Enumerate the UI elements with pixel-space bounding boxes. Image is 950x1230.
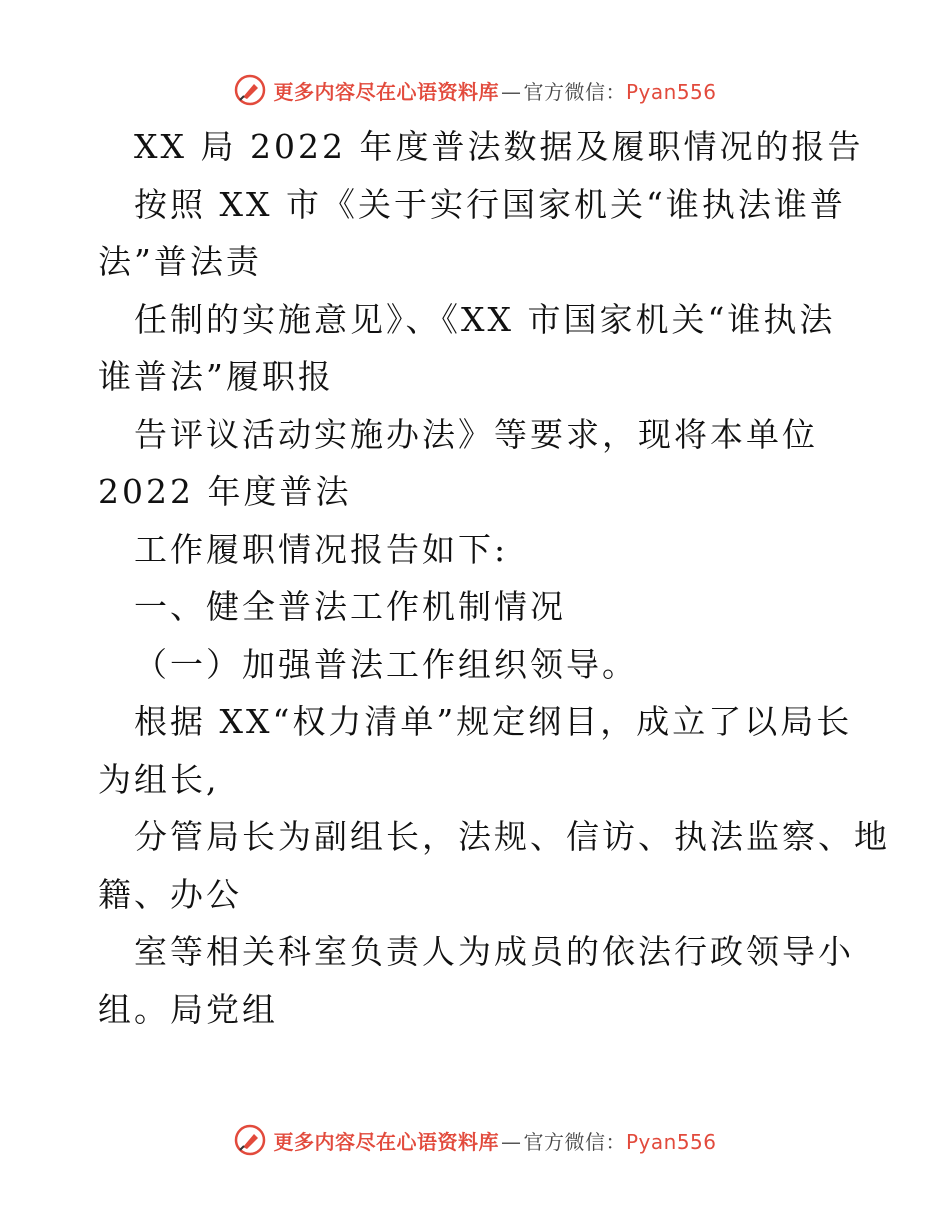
pen-nib-circle-icon — [233, 1123, 267, 1157]
paragraph-line: 谁普法”履职报 — [98, 357, 334, 396]
paragraph-line: 2022 年度普法 — [98, 472, 352, 511]
watermark-lead: 更多内容尽在心语资料库 — [273, 1129, 499, 1154]
watermark-label: 官方微信： — [523, 79, 626, 104]
paragraph-line: 告评议活动实施办法》等要求，现将本单位 — [134, 415, 818, 454]
watermark-text — [273, 1126, 716, 1155]
watermark-wechat-id: Pyan556 — [625, 79, 717, 104]
watermark-wechat-id: Pyan556 — [625, 1129, 717, 1154]
watermark-separator: — — [500, 1129, 522, 1154]
paragraph-line: 室等相关科室负责人为成员的依法行政领导小 — [134, 932, 854, 971]
paragraph-line: 分管局长为副组长，法规、信访、执法监察、地 — [134, 817, 890, 856]
paragraph-line: 工作履职情况报告如下: — [134, 530, 509, 569]
document-title: XX 局 2022 年度普法数据及履职情况的报告 — [134, 127, 864, 166]
paragraph-line: 法”普法责 — [98, 242, 262, 281]
paragraph-line: 组。局党组 — [98, 990, 278, 1029]
watermark-separator: — — [500, 79, 522, 104]
watermark-label: 官方微信： — [523, 1129, 626, 1154]
paragraph-line: 任制的实施意见》、《XX 市国家机关“谁执法 — [134, 300, 836, 339]
watermark-lead: 更多内容尽在心语资料库 — [273, 79, 499, 104]
paragraph-line: 籍、办公 — [98, 875, 242, 914]
paragraph-line: 按照 XX 市《关于实行国家机关“谁执法谁普 — [134, 185, 846, 224]
paragraph-line: 为组长, — [98, 760, 220, 799]
paragraph-line: 根据 XX“权力清单”规定纲目，成立了以局长 — [134, 702, 853, 741]
watermark-banner-bottom — [0, 1120, 950, 1160]
subsection-heading: （一）加强普法工作组织领导。 — [134, 645, 638, 684]
section-heading: 一、健全普法工作机制情况 — [134, 587, 566, 626]
